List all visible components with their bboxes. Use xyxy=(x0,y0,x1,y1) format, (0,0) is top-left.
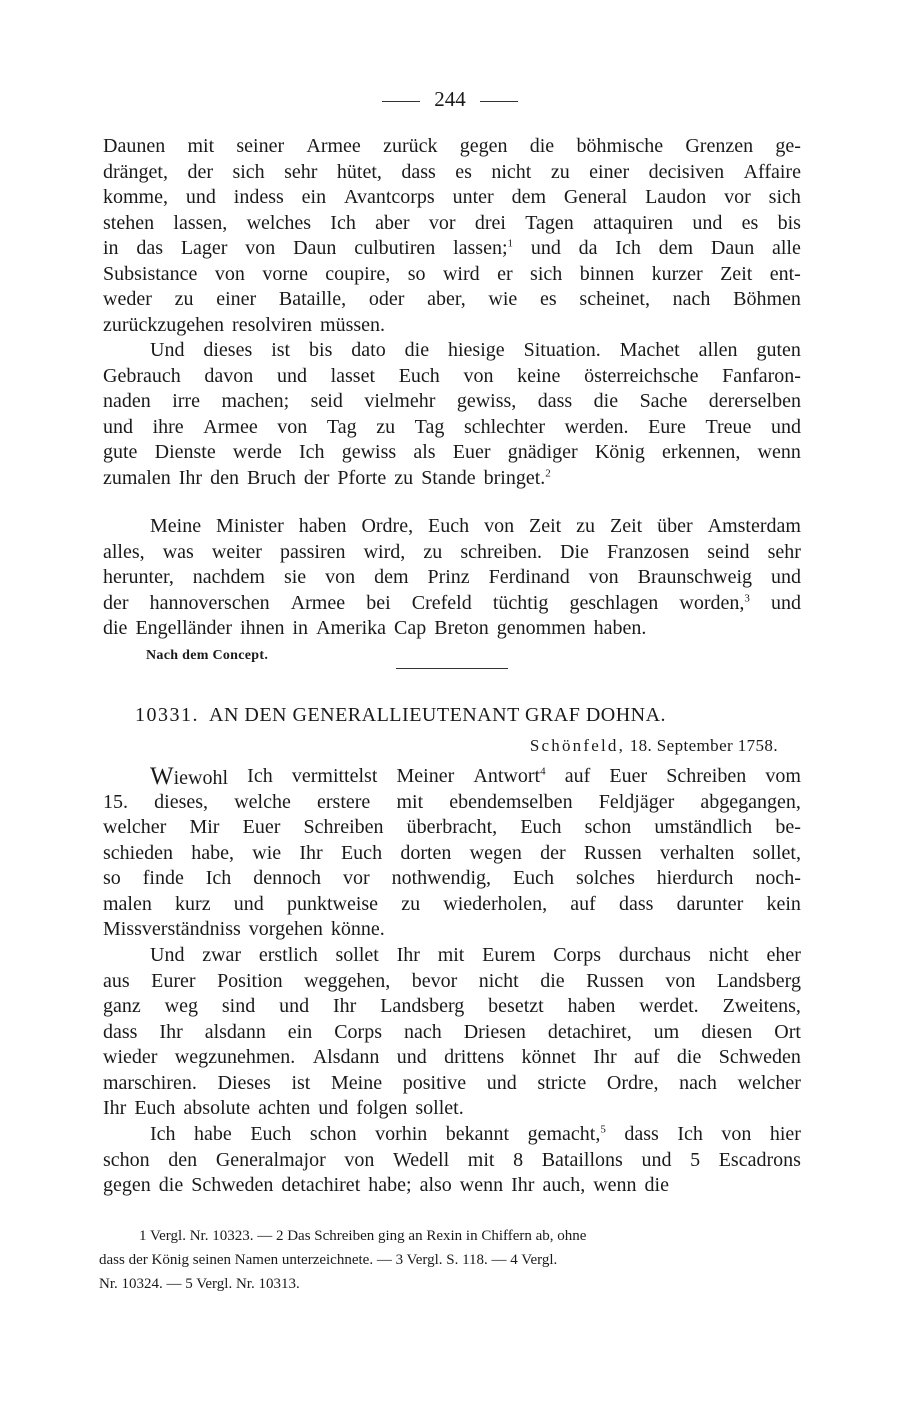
text-line: schieden habe, wie Ihr Euch dorten wegen der Russen verhalten sollet, xyxy=(103,841,801,864)
text-line: so finde Ich dennoch vor nothwendig, Euch solches hierdurch noch- xyxy=(103,867,801,889)
footnotes xyxy=(99,1224,799,1296)
paragraph-orders xyxy=(103,943,801,1122)
text-line: herunter, nachdem sie von dem Prinz Ferdinand von Braunschweig und xyxy=(103,566,801,588)
text-line: zumalen Ihr den Bruch der Pforte zu Stande bringet.$^2$ xyxy=(103,466,551,489)
text-line: Gebrauch davon und lasset Euch von keine österreichsche Fanfaron- xyxy=(103,364,801,387)
text-line: Und zwar erstlich sollet Ihr mit Eurem Corps durchaus nicht eher xyxy=(150,944,801,966)
letter-number: 10331. xyxy=(135,704,199,726)
text-line: welcher Mir Euer Schreiben überbracht, Euch schon umständlich be- xyxy=(103,816,801,838)
text-line: Ihr Euch absolute achten und folgen sollet. xyxy=(103,1097,464,1119)
paragraph-letter-opening xyxy=(103,764,801,943)
text-line: wieder wegzunehmen. Alsdann und drittens könnet Ihr auf die Schweden xyxy=(103,1046,801,1068)
section-divider xyxy=(396,668,508,669)
page-header xyxy=(0,86,900,112)
text-line: gute Dienste werde Ich gewiss als Euer gnädiger König erkennen, wenn xyxy=(103,441,801,463)
text-line: gegen die Schweden detachiret habe; also wenn Ihr auch, wenn die xyxy=(103,1174,669,1196)
text-line: 15. dieses, welche erstere mit ebendemselben Feldjäger abgegangen, xyxy=(103,790,801,813)
paragraph-wedell xyxy=(103,1122,801,1199)
text-line: Ich habe Euch schon vorhin bekannt gemacht,$^5$ dass Ich von hier xyxy=(150,1123,801,1145)
text-line: weder zu einer Bataille, oder aber, wie es scheinet, nach Böhmen xyxy=(103,288,801,310)
letter-place: Schönfeld, xyxy=(529,736,626,755)
text-line: der hannoverschen Armee bei Crefeld tüchtig geschlagen worden,$^3$ und xyxy=(103,591,801,614)
paragraph-ministers xyxy=(103,514,801,642)
letter-heading xyxy=(135,704,666,727)
text-line: Und dieses ist bis dato die hiesige Situation. Machet allen guten xyxy=(150,339,801,361)
text-line: naden irre machen; seid vielmehr gewiss, dass die Sache dererselben xyxy=(103,390,801,412)
footnote-line: dass der König seinen Namen unterzeichnete. — 3 Vergl. S. 118. — 4 Vergl. xyxy=(99,1252,558,1268)
text-line: komme, und indess ein Avantcorps unter dem General Laudon vor sich xyxy=(103,186,801,208)
text-line: ganz weg sind und Ihr Landsberg besetzt haben werdet. Zweitens, xyxy=(103,995,801,1017)
letter-date: 18. September 1758. xyxy=(629,736,778,755)
text-line: Subsistance von vorne coupire, so wird er sich binnen kurzer Zeit ent- xyxy=(103,262,801,285)
text-line: schon den Generalmajor von Wedell mit 8 Bataillons und 5 Escadrons xyxy=(103,1148,801,1171)
text-line: Missverständniss vorgehen könne. xyxy=(103,918,385,940)
text-line: stehen lassen, welches Ich aber vor drei Tagen attaquiren und es bis xyxy=(103,211,801,234)
header-rule-right xyxy=(480,101,518,102)
footnote-line: 1 Vergl. Nr. 10323. — 2 Das Schreiben ging an Rexin in Chiffern ab, ohne xyxy=(139,1228,587,1244)
paragraph-situation xyxy=(103,338,801,491)
source-note: Nach dem Concept. xyxy=(146,648,269,663)
text-line: malen kurz und punktweise zu wiederholen, auf dass darunter kein xyxy=(103,892,801,915)
footnote-marker: 3 xyxy=(744,591,750,604)
letter-dateline xyxy=(530,736,778,756)
text-line: zurückzugehen resolviren müssen. xyxy=(103,313,386,336)
text-line: marschiren. Dieses ist Meine positive und stricte Ordre, nach welcher xyxy=(103,1071,801,1094)
text-line: alles, was weiter passiren wird, zu schreiben. Die Franzosen seind sehr xyxy=(103,540,801,563)
text-line: dass Ihr alsdann ein Corps nach Driesen detachiret, um diesen Ort xyxy=(103,1020,801,1043)
header-rule-left xyxy=(382,101,420,102)
footnote-marker: 4 xyxy=(540,765,546,778)
footnote-marker: 1 xyxy=(507,237,514,250)
footnote-marker: 2 xyxy=(545,466,551,479)
footnote-line: Nr. 10324. — 5 Vergl. Nr. 10313. xyxy=(99,1276,300,1292)
text-line: dränget, der sich sehr hütet, dass es nicht zu einer decisiven Affaire xyxy=(103,160,801,183)
text-line: Wiewohl Ich vermittelst Meiner Antwort$^4$ auf Euer Schreiben vom xyxy=(150,763,801,790)
paragraph-continuation xyxy=(103,134,801,338)
text-line: aus Eurer Position weggehen, bevor nicht die Russen von Landsberg xyxy=(103,969,801,992)
text-line: in das Lager von Daun culbutiren lassen;$^1$ und da Ich dem Daun alle xyxy=(103,237,801,259)
page-number: 244 xyxy=(434,87,466,111)
letter-addressee: AN DEN GENERALLIEUTENANT GRAF DOHNA. xyxy=(209,704,667,726)
text-line: die Engelländer ihnen in Amerika Cap Breton genommen haben. xyxy=(103,617,647,639)
text-line: Daunen mit seiner Armee zurück gegen die böhmische Grenzen ge- xyxy=(103,135,801,157)
text-line: Meine Minister haben Ordre, Euch von Zeit zu Zeit über Amsterdam xyxy=(150,515,801,537)
text-line: und ihre Armee von Tag zu Tag schlechter werden. Eure Treue und xyxy=(103,415,801,438)
footnote-marker: 5 xyxy=(600,1123,606,1136)
